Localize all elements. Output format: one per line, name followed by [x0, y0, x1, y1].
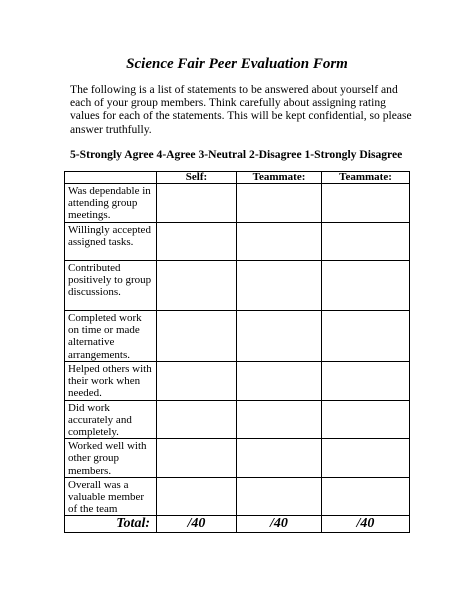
statement-cell: Did work accurately and completely. — [65, 400, 157, 439]
total-row — [65, 516, 410, 533]
rating-cell-self[interactable] — [157, 184, 237, 223]
rating-cell-teammate-1[interactable] — [237, 223, 322, 261]
table-row — [65, 477, 410, 516]
header-statement — [65, 172, 157, 184]
statement-cell: Willingly accepted assigned tasks. — [65, 223, 157, 261]
statement-cell: Was dependable in attending group meetings. — [65, 184, 157, 223]
rating-cell-self[interactable] — [157, 439, 237, 478]
header-teammate-2: Teammate: — [322, 172, 410, 184]
rating-cell-teammate-1[interactable] — [237, 261, 322, 311]
total-self: /40 — [157, 516, 237, 533]
rating-cell-self[interactable] — [157, 362, 237, 401]
header-row — [65, 172, 410, 184]
rating-cell-teammate-2[interactable] — [322, 261, 410, 311]
intro-paragraph: The following is a list of statements to be answered about yourself and each of your group members. Think carefully about assigning rating values for each of the statements. This will be kept confidential, so please answer truthfully. — [70, 83, 412, 136]
statement-cell: Completed work on time or made alternative arrangements. — [65, 311, 157, 362]
rating-cell-self[interactable] — [157, 223, 237, 261]
total-label: Total: — [65, 516, 157, 533]
table-row — [65, 261, 410, 311]
rating-scale: 5-Strongly Agree 4-Agree 3-Neutral 2-Disagree 1-Strongly Disagree — [70, 148, 403, 161]
rating-cell-self[interactable] — [157, 311, 237, 362]
rating-cell-teammate-2[interactable] — [322, 184, 410, 223]
evaluation-table — [64, 171, 410, 533]
header-self: Self: — [157, 172, 237, 184]
total-teammate-2: /40 — [322, 516, 410, 533]
rating-cell-teammate-1[interactable] — [237, 439, 322, 478]
table-row — [65, 223, 410, 261]
rating-cell-teammate-1[interactable] — [237, 477, 322, 516]
rating-cell-teammate-2[interactable] — [322, 439, 410, 478]
table-row — [65, 439, 410, 478]
rating-cell-teammate-2[interactable] — [322, 477, 410, 516]
header-teammate-1: Teammate: — [237, 172, 322, 184]
statement-cell: Worked well with other group members. — [65, 439, 157, 478]
table-row — [65, 184, 410, 223]
table-row — [65, 311, 410, 362]
rating-cell-teammate-2[interactable] — [322, 311, 410, 362]
statement-cell: Overall was a valuable member of the team — [65, 477, 157, 516]
rating-cell-teammate-2[interactable] — [322, 400, 410, 439]
rating-cell-self[interactable] — [157, 261, 237, 311]
table-row — [65, 362, 410, 401]
rating-cell-teammate-1[interactable] — [237, 184, 322, 223]
rating-cell-teammate-2[interactable] — [322, 223, 410, 261]
statement-cell: Helped others with their work when needed. — [65, 362, 157, 401]
rating-cell-teammate-1[interactable] — [237, 400, 322, 439]
statement-cell: Contributed positively to group discussions. — [65, 261, 157, 311]
rating-cell-teammate-1[interactable] — [237, 311, 322, 362]
table-row — [65, 400, 410, 439]
rating-cell-teammate-2[interactable] — [322, 362, 410, 401]
rating-cell-self[interactable] — [157, 477, 237, 516]
rating-cell-self[interactable] — [157, 400, 237, 439]
rating-cell-teammate-1[interactable] — [237, 362, 322, 401]
total-teammate-1: /40 — [237, 516, 322, 533]
form-title: Science Fair Peer Evaluation Form — [126, 56, 348, 72]
